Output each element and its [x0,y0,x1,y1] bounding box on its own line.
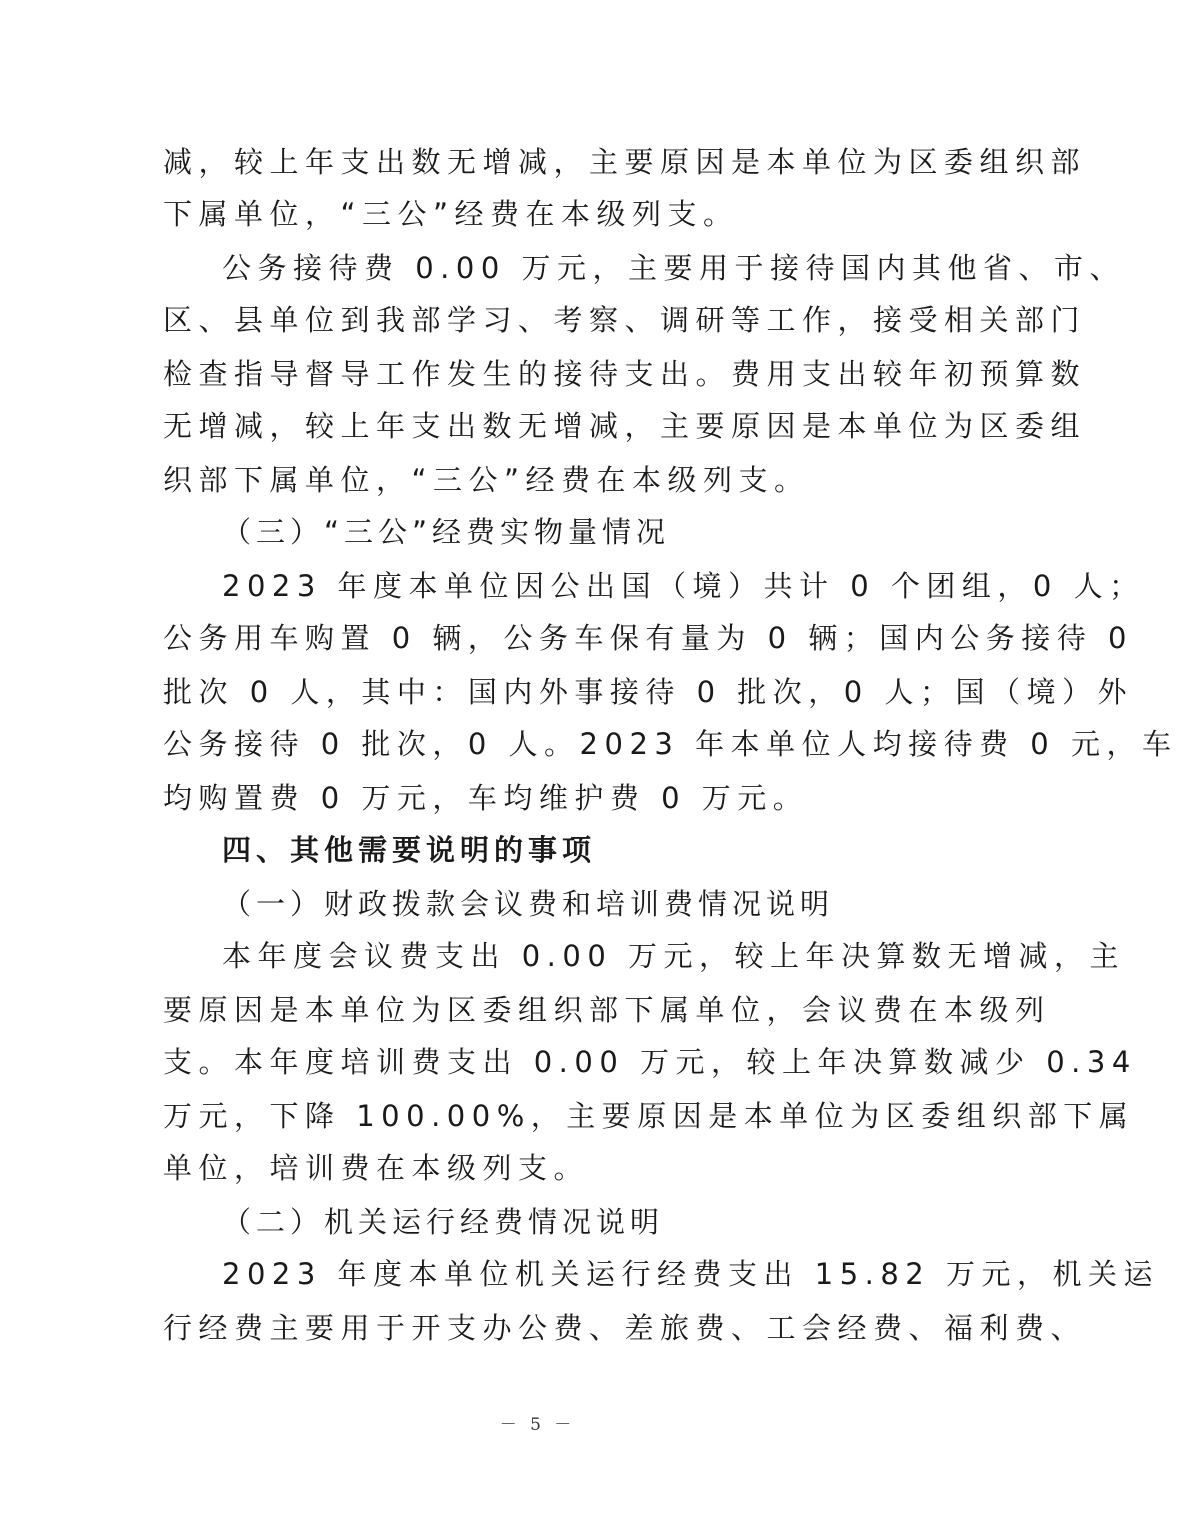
body-text-line: 单位，培训费在本级列支。 [163,1151,590,1185]
body-text-line: 下属单位，“三公”经费在本级列支。 [163,197,739,231]
body-text-line: 支。本年度培训费支出 0.00 万元，较上年决算数减少 0.34 [163,1045,1137,1079]
page-number: － 5 － [499,1415,576,1435]
body-text-line: 减，较上年支出数无增减，主要原因是本单位为区委组织部 [163,145,1087,179]
section-subheading: （二）机关运行经费情况说明 [222,1205,665,1239]
body-text-line: 万元，下降 100.00%，主要原因是本单位为区委组织部下属 [163,1099,1135,1133]
body-text-line: 行经费主要用于开支办公费、差旅费、工会经费、福利费、 [163,1311,1087,1345]
paragraph-start-line: 公务接待费 0.00 万元，主要用于接待国内其他省、市、 [222,251,1126,285]
body-text-line: 公务接待 0 批次，0 人。2023 年本单位人均接待费 0 元，车 [163,727,1177,761]
section-subheading: （三）“三公”经费实物量情况 [222,515,671,549]
body-text-line: 区、县单位到我部学习、考察、调研等工作，接受相关部门 [163,303,1087,337]
body-text-line: 无增减，较上年支出数无增减，主要原因是本单位为区委组 [163,409,1087,443]
body-text-line: 要原因是本单位为区委组织部下属单位，会议费在本级列 [163,993,1051,1027]
body-text-line: 公务用车购置 0 辆，公务车保有量为 0 辆；国内公务接待 0 [163,621,1133,655]
section-heading: 四、其他需要说明的事项 [222,833,597,867]
paragraph-start-line: 2023 年度本单位机关运行经费支出 15.82 万元，机关运 [222,1257,1159,1291]
body-text-line: 检查指导督导工作发生的接待支出。费用支出较年初预算数 [163,357,1087,391]
body-text-line: 批次 0 人，其中：国内外事接待 0 批次，0 人；国（境）外 [163,675,1133,709]
section-subheading: （一）财政拨款会议费和培训费情况说明 [222,887,835,921]
paragraph-start-line: 2023 年度本单位因公出国（境）共计 0 个团组，0 人； [222,569,1145,603]
body-text-line: 均购置费 0 万元，车均维护费 0 万元。 [163,781,809,815]
body-text-line: 织部下属单位，“三公”经费在本级列支。 [163,463,810,497]
paragraph-start-line: 本年度会议费支出 0.00 万元，较上年决算数无增减，主 [222,939,1126,973]
